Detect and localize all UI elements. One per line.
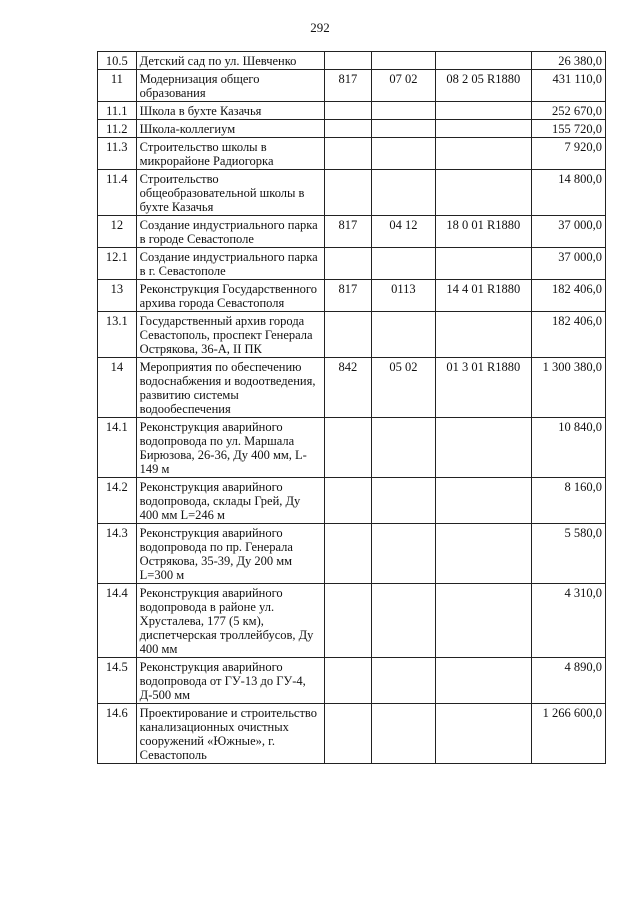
row-amount: 4 890,0 (531, 658, 605, 704)
row-section-code: 04 12 (371, 216, 435, 248)
row-target-article (435, 584, 531, 658)
row-target-article: 01 3 01 R1880 (435, 358, 531, 418)
row-target-article (435, 658, 531, 704)
row-number: 14.2 (98, 478, 137, 524)
row-amount: 1 266 600,0 (531, 704, 605, 764)
row-target-article: 08 2 05 R1880 (435, 70, 531, 102)
row-grbs-code (325, 170, 372, 216)
row-target-article (435, 418, 531, 478)
row-name: Детский сад по ул. Шевченко (136, 52, 324, 70)
row-grbs-code: 817 (325, 70, 372, 102)
row-section-code (371, 170, 435, 216)
row-amount: 14 800,0 (531, 170, 605, 216)
page-number: 292 (310, 20, 330, 35)
row-target-article (435, 524, 531, 584)
table-row (98, 52, 606, 70)
row-number: 11 (98, 70, 137, 102)
table-row (98, 170, 606, 216)
row-amount: 431 110,0 (531, 70, 605, 102)
row-section-code: 05 02 (371, 358, 435, 418)
row-number: 12 (98, 216, 137, 248)
row-name: Создание индустриального парка в г. Севастополе (136, 248, 324, 280)
table-row (98, 524, 606, 584)
row-grbs-code (325, 52, 372, 70)
table-row (98, 280, 606, 312)
row-section-code (371, 138, 435, 170)
row-target-article: 14 4 01 R1880 (435, 280, 531, 312)
row-target-article (435, 312, 531, 358)
row-number: 14.3 (98, 524, 137, 584)
row-name: Реконструкция аварийного водопровода, склады Грей, Ду 400 мм L=246 м (136, 478, 324, 524)
row-target-article: 18 0 01 R1880 (435, 216, 531, 248)
row-amount: 252 670,0 (531, 102, 605, 120)
row-name: Создание индустриального парка в городе Севастополе (136, 216, 324, 248)
row-amount: 4 310,0 (531, 584, 605, 658)
row-amount: 37 000,0 (531, 248, 605, 280)
row-name: Реконструкция аварийного водопровода от ГУ-13 до ГУ-4, Д-500 мм (136, 658, 324, 704)
row-grbs-code (325, 524, 372, 584)
budget-table-body (98, 52, 606, 764)
row-amount: 1 300 380,0 (531, 358, 605, 418)
row-section-code (371, 704, 435, 764)
row-number: 14 (98, 358, 137, 418)
row-name: Модернизация общего образования (136, 70, 324, 102)
row-amount: 10 840,0 (531, 418, 605, 478)
row-number: 11.4 (98, 170, 137, 216)
row-section-code (371, 524, 435, 584)
row-number: 14.6 (98, 704, 137, 764)
row-target-article (435, 248, 531, 280)
row-number: 11.3 (98, 138, 137, 170)
row-section-code (371, 52, 435, 70)
table-row (98, 358, 606, 418)
row-name: Реконструкция аварийного водопровода по ул. Маршала Бирюзова, 26-36, Ду 400 мм, L-149 м (136, 418, 324, 478)
row-grbs-code (325, 704, 372, 764)
row-section-code: 07 02 (371, 70, 435, 102)
row-amount: 26 380,0 (531, 52, 605, 70)
row-grbs-code (325, 658, 372, 704)
table-row (98, 120, 606, 138)
row-name: Школа в бухте Казачья (136, 102, 324, 120)
row-name: Реконструкция аварийного водопровода по пр. Генерала Острякова, 35-39, Ду 200 мм L=300 м (136, 524, 324, 584)
table-row (98, 584, 606, 658)
row-target-article (435, 138, 531, 170)
row-grbs-code: 817 (325, 216, 372, 248)
row-number: 14.5 (98, 658, 137, 704)
row-section-code (371, 248, 435, 280)
row-amount: 37 000,0 (531, 216, 605, 248)
row-number: 13.1 (98, 312, 137, 358)
row-name: Государственный архив города Севастополь, проспект Генерала Острякова, 36-А, II ПК (136, 312, 324, 358)
row-grbs-code: 842 (325, 358, 372, 418)
row-number: 10.5 (98, 52, 137, 70)
table-row (98, 70, 606, 102)
row-name: Школа-коллегиум (136, 120, 324, 138)
row-grbs-code (325, 248, 372, 280)
row-section-code (371, 658, 435, 704)
row-amount: 182 406,0 (531, 280, 605, 312)
table-row (98, 248, 606, 280)
row-name: Строительство общеобразовательной школы в бухте Казачья (136, 170, 324, 216)
row-section-code (371, 102, 435, 120)
table-row (98, 312, 606, 358)
row-grbs-code (325, 418, 372, 478)
table-row (98, 418, 606, 478)
row-grbs-code (325, 312, 372, 358)
row-section-code (371, 478, 435, 524)
row-amount: 5 580,0 (531, 524, 605, 584)
row-target-article (435, 102, 531, 120)
row-amount: 155 720,0 (531, 120, 605, 138)
row-target-article (435, 704, 531, 764)
row-number: 14.1 (98, 418, 137, 478)
row-name: Мероприятия по обеспечению водоснабжения и водоотведения, развитию системы водообеспечения (136, 358, 324, 418)
row-section-code (371, 584, 435, 658)
row-target-article (435, 170, 531, 216)
table-row (98, 216, 606, 248)
table-row (98, 704, 606, 764)
row-section-code (371, 312, 435, 358)
row-number: 12.1 (98, 248, 137, 280)
row-target-article (435, 52, 531, 70)
row-amount: 8 160,0 (531, 478, 605, 524)
row-number: 11.2 (98, 120, 137, 138)
row-name: Реконструкция аварийного водопровода в районе ул. Хрусталева, 177 (5 км), диспетчерская троллейбусов, Ду 400 мм (136, 584, 324, 658)
budget-table (97, 51, 606, 764)
row-grbs-code (325, 478, 372, 524)
table-row (98, 478, 606, 524)
table-row (98, 138, 606, 170)
row-amount: 182 406,0 (531, 312, 605, 358)
row-name: Реконструкция Государственного архива города Севастополя (136, 280, 324, 312)
row-grbs-code (325, 102, 372, 120)
row-number: 11.1 (98, 102, 137, 120)
row-amount: 7 920,0 (531, 138, 605, 170)
row-number: 14.4 (98, 584, 137, 658)
row-number: 13 (98, 280, 137, 312)
row-section-code (371, 418, 435, 478)
row-section-code (371, 120, 435, 138)
row-name: Проектирование и строительство канализационных очистных сооружений «Южные», г. Севастополь (136, 704, 324, 764)
row-target-article (435, 478, 531, 524)
table-row (98, 102, 606, 120)
row-section-code: 0113 (371, 280, 435, 312)
row-grbs-code: 817 (325, 280, 372, 312)
row-grbs-code (325, 120, 372, 138)
row-grbs-code (325, 138, 372, 170)
table-row (98, 658, 606, 704)
row-name: Строительство школы в микрорайоне Радиогорка (136, 138, 324, 170)
row-target-article (435, 120, 531, 138)
row-grbs-code (325, 584, 372, 658)
